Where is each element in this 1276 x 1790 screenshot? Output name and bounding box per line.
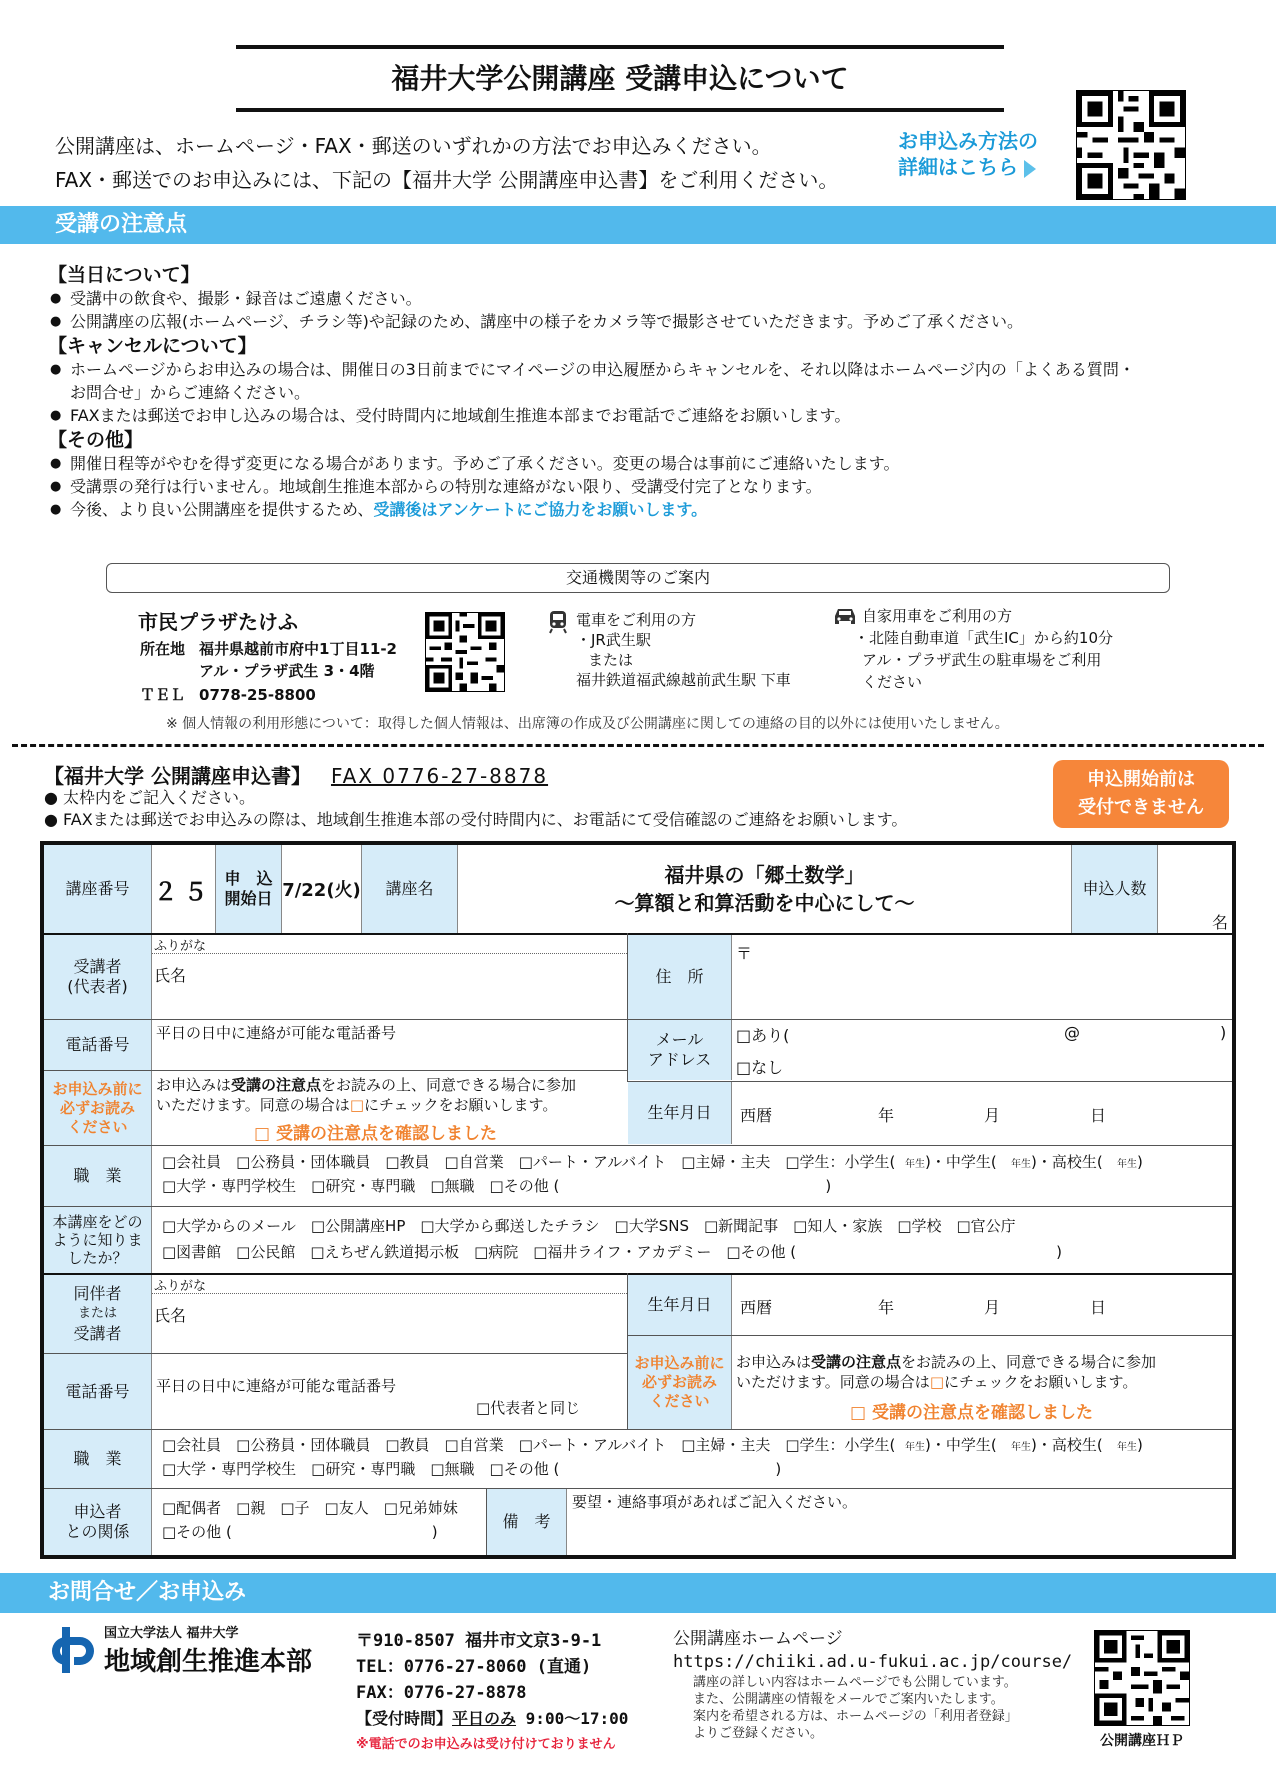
org-logo [48, 1622, 312, 1678]
phone-label: 電話番号 [44, 1020, 152, 1070]
contact-section-bar: お問合せ／お申込み [0, 1573, 1276, 1613]
intro-line-1: 公開講座は、ホームページ・FAX・郵送のいずれかの方法でお申込みください。 [55, 134, 772, 158]
notes-item: ● 開催日程等がやむを得ず変更になる場合があります。予めご了承ください。変更の場合は事前にご連絡いたします。 [48, 452, 1228, 475]
how-known-options-1[interactable]: □大学からのメール □公開講座HP □大学から郵送したチラシ □大学SNS □新聞記事 □知人・家族 □学校 □官公庁 [162, 1217, 1016, 1235]
page-title: 福井大学公開講座 受講申込について [236, 45, 1004, 112]
birth-field[interactable] [732, 1082, 1232, 1144]
relationship-label: 申込者 との関係 [44, 1489, 152, 1555]
form-title: 【福井大学 公開講座申込書】 FAX 0776-27-8878 [44, 764, 549, 788]
phone-field[interactable]: 平日の日中に連絡が可能な電話番号 [156, 1024, 397, 1042]
course-name: 福井県の「郷土数学」 ～算額と和算活動を中心にして～ [458, 845, 1072, 933]
relationship-options-1[interactable]: □配偶者 □親 □子 □友人 □兄弟姉妹 [162, 1499, 458, 1517]
notes-item: ● 公開講座の広報(ホームページ、チラシ等)や記録のため、講座中の様子をカメラ等で撮影させていただきます。予めご了承ください。 [48, 310, 1228, 333]
how-known-options-2[interactable]: □図書館 □公民館 □えちぜん鉄道掲示板 □病院 □福井ライフ・アカデミー □その他 ( ) [162, 1243, 1063, 1261]
companion-name-field[interactable] [152, 1293, 627, 1353]
how-known-label: 本講座をどの ように知りま したか？ [44, 1207, 152, 1273]
remarks-label: 備 考 [487, 1489, 567, 1555]
companion-day: 日 [1090, 1298, 1107, 1317]
arrow-right-icon [1024, 160, 1036, 178]
address-label: 住 所 [628, 935, 732, 1019]
contact-address: 〒910-8507 福井市文京3-9-1 [356, 1631, 602, 1651]
applicant-count-field[interactable]: 名 [1211, 913, 1228, 932]
notes-item: ● FAXまたは郵送でお申し込みの場合は、受付時間内に地域創生推進本部までお電話でご連絡をお願いします。 [48, 404, 1228, 427]
train-info: 電車をご利用の方 ・JR武生駅 または 福井鉄道福武線越前武生駅 下車 [576, 611, 791, 689]
agree-checkbox[interactable]: □ 受講の注意点を確認しました [254, 1124, 497, 1144]
job-label: 職 業 [44, 1146, 152, 1206]
notes-item: ● 今後、より良い公開講座を提供するため、受講後はアンケートにご協力をお願いします。 [48, 498, 1228, 521]
companion-birth-label: 生年月日 [628, 1275, 732, 1335]
cut-line [12, 744, 1264, 747]
applicant-label: 受講者 (代表者) [44, 935, 152, 1019]
seireki-label: 西暦 [740, 1106, 773, 1125]
job-options-1[interactable]: □会社員 □公務員・団体職員 □教員 □自営業 □パート・アルバイト □主婦・主夫 □学生：小学生( 年生)・中学生( 年生)・高校生( 年生) [162, 1153, 1143, 1171]
contact-info [356, 1628, 628, 1758]
job-options-2[interactable]: □大学・専門学校生 □研究・専門職 □無職 □その他 ( ) [162, 1177, 832, 1195]
companion-job-options-2[interactable]: □大学・専門学校生 □研究・専門職 □無職 □その他 ( ) [162, 1460, 782, 1478]
details-link-line-2: 詳細はこちら [898, 155, 1018, 179]
postal-mark: 〒 [736, 944, 753, 963]
companion-year: 年 [878, 1298, 895, 1317]
companion-agree-checkbox[interactable]: □ 受講の注意点を確認しました [850, 1403, 1093, 1423]
application-form [40, 841, 1236, 1559]
companion-furigana-label: ふりがな [154, 1279, 207, 1294]
course-name-label: 講座名 [362, 845, 458, 933]
details-link-line-1: お申込み方法の [898, 129, 1038, 153]
homepage-qr-caption: 公開講座ＨＰ [1100, 1733, 1184, 1749]
notes-item: ● 受講票の発行は行いません。地域創生推進本部からの特別な連絡がない限り、受講受付完了となります。 [48, 475, 1228, 498]
homepage-url[interactable]: https://chiiki.ad.u-fukui.ac.jp/course/ [673, 1652, 1073, 1672]
notes-heading-day: 【当日について】 [48, 264, 200, 286]
intro-line-2: FAX・郵送でのお申込みには、下記の【福井大学 公開講座申込書】をご利用ください。 [55, 168, 839, 192]
companion-name-label: 氏名 [154, 1306, 187, 1325]
phone-warning: ※電話でのお申込みは受け付けておりません [356, 1737, 616, 1752]
companion-phone-label: 電話番号 [44, 1354, 152, 1429]
notes-section-bar: 受講の注意点 [0, 206, 1276, 244]
must-read-label: お申込み前に 必ずお読み ください [44, 1071, 152, 1145]
notes-item: ● ホームページからお申込みの場合は、開催日の3日前までにマイページの申込履歴からキャンセルを、それ以降はホームページ内の「よくある質問・ お問合せ」からご連絡ください。 [48, 358, 1228, 404]
venue-qr-code-icon[interactable] [425, 612, 505, 692]
details-link[interactable] [898, 128, 1038, 180]
org-name-1: 国立大学法人 福井大学 [104, 1626, 239, 1641]
org-name-2: 地域創生推進本部 [104, 1647, 313, 1677]
course-number: ２５ [152, 845, 216, 933]
notes-item: ● 受講中の飲食や、撮影・録音はご遠慮ください。 [48, 287, 1228, 310]
course-number-label: 講座番号 [44, 845, 152, 933]
mail-close: ) [1220, 1023, 1227, 1042]
name-label: 氏名 [154, 966, 187, 985]
companion-job-label: 職 業 [44, 1430, 152, 1488]
start-date: 7/22(火) [282, 845, 362, 933]
address-field[interactable] [732, 935, 1232, 1019]
contact-hours: 【受付時間】平日のみ 9:00～17:00 [356, 1709, 629, 1728]
mail-no-checkbox[interactable]: □なし [736, 1058, 784, 1077]
homepage-desc: 講座の詳しい内容はホームページでも公開しています。 また、公開講座の情報をメールでご案内いたします。 案内を希望される方は、ホームページの「利用者登録」 よりご登録ください。 [693, 1675, 1018, 1741]
mail-at: @ [1064, 1023, 1080, 1042]
notes-section [48, 262, 1228, 521]
traffic-title: 交通機関等のご案内 [106, 563, 1170, 593]
companion-label: 同伴者 または 受講者 [44, 1275, 152, 1353]
start-date-label: 申 込 開始日 [216, 845, 282, 933]
contact-tel[interactable]: TEL：0776-27-8060 (直通) [356, 1657, 592, 1677]
car-info: 自家用車をご利用の方 ・北陸自動車道「武生IC」から約10分 アル・プラザ武生の駐車場をご利用 ください [854, 607, 1113, 691]
notes-heading-cancel: 【キャンセルについて】 [48, 335, 257, 357]
homepage-info [673, 1628, 1072, 1742]
remarks-hint: 要望・連絡事項があればご記入ください。 [572, 1493, 858, 1511]
applicant-count-label: 申込人数 [1072, 845, 1158, 933]
train-icon [548, 610, 568, 638]
companion-month: 月 [984, 1298, 1001, 1317]
mail-yes-checkbox[interactable]: □あり( [736, 1026, 790, 1045]
applicant-name-field[interactable] [152, 953, 627, 1019]
form-fax-number: FAX 0776-27-8878 [330, 764, 549, 788]
homepage-qr-code-icon[interactable] [1094, 1630, 1190, 1726]
day-label: 日 [1090, 1106, 1107, 1125]
privacy-note: ※ 個人情報の利用形態について：取得した個人情報は、出席簿の作成及び公開講座に関しての連絡の目的以外には使用いたしません。 [166, 716, 1009, 732]
contact-fax: FAX：0776-27-8878 [356, 1683, 527, 1703]
furigana-label: ふりがな [154, 939, 207, 954]
birth-label: 生年月日 [628, 1082, 732, 1144]
remarks-field[interactable] [568, 1489, 1232, 1555]
notes-heading-other: 【その他】 [48, 429, 144, 451]
companion-job-options-1[interactable]: □会社員 □公務員・団体職員 □教員 □自営業 □パート・アルバイト □主婦・主夫 □学生：小学生( 年生)・中学生( 年生)・高校生( 年生) [162, 1436, 1143, 1454]
companion-phone-hint: 平日の日中に連絡が可能な電話番号 [156, 1377, 397, 1395]
not-accepted-badge: 申込開始前は 受付できません [1053, 760, 1229, 828]
year-label: 年 [878, 1106, 895, 1125]
companion-must-read-label: お申込み前に 必ずお読み ください [628, 1336, 732, 1429]
mail-label: メール アドレス [628, 1020, 732, 1080]
form-notes: ● 太枠内をご記入ください。 ● FAXまたは郵送でお申込みの際は、地域創生推進本部の受付時間内に、お電話にて受信確認のご連絡をお願いします。 [44, 788, 908, 829]
venue-name: 市民プラザたけふ [138, 610, 298, 634]
homepage-title: 公開講座ホームページ [673, 1629, 843, 1649]
qr-code-icon[interactable] [1076, 90, 1186, 200]
university-logo-icon [48, 1623, 96, 1677]
venue-info: 所在地 福井県越前市府中1丁目11-2 アル・プラザ武生 3・4階 ＴＥＬ 0778-25-8800 [140, 640, 397, 704]
companion-agree-text: お申込みは受講の注意点をお読みの上、同意できる場合に参加 いただけます。同意の場合は□にチェックをお願いします。 [736, 1353, 1157, 1391]
relationship-options-2[interactable]: □その他 ( ) [162, 1523, 438, 1541]
agree-text: お申込みは受講の注意点をお読みの上、同意できる場合に参加 いただけます。同意の場合は□にチェックをお願いします。 [156, 1076, 577, 1114]
month-label: 月 [984, 1106, 1001, 1125]
companion-birth-field[interactable] [732, 1275, 1232, 1335]
same-as-rep-checkbox[interactable]: □代表者と同じ [476, 1399, 581, 1417]
companion-seireki: 西暦 [740, 1298, 773, 1317]
